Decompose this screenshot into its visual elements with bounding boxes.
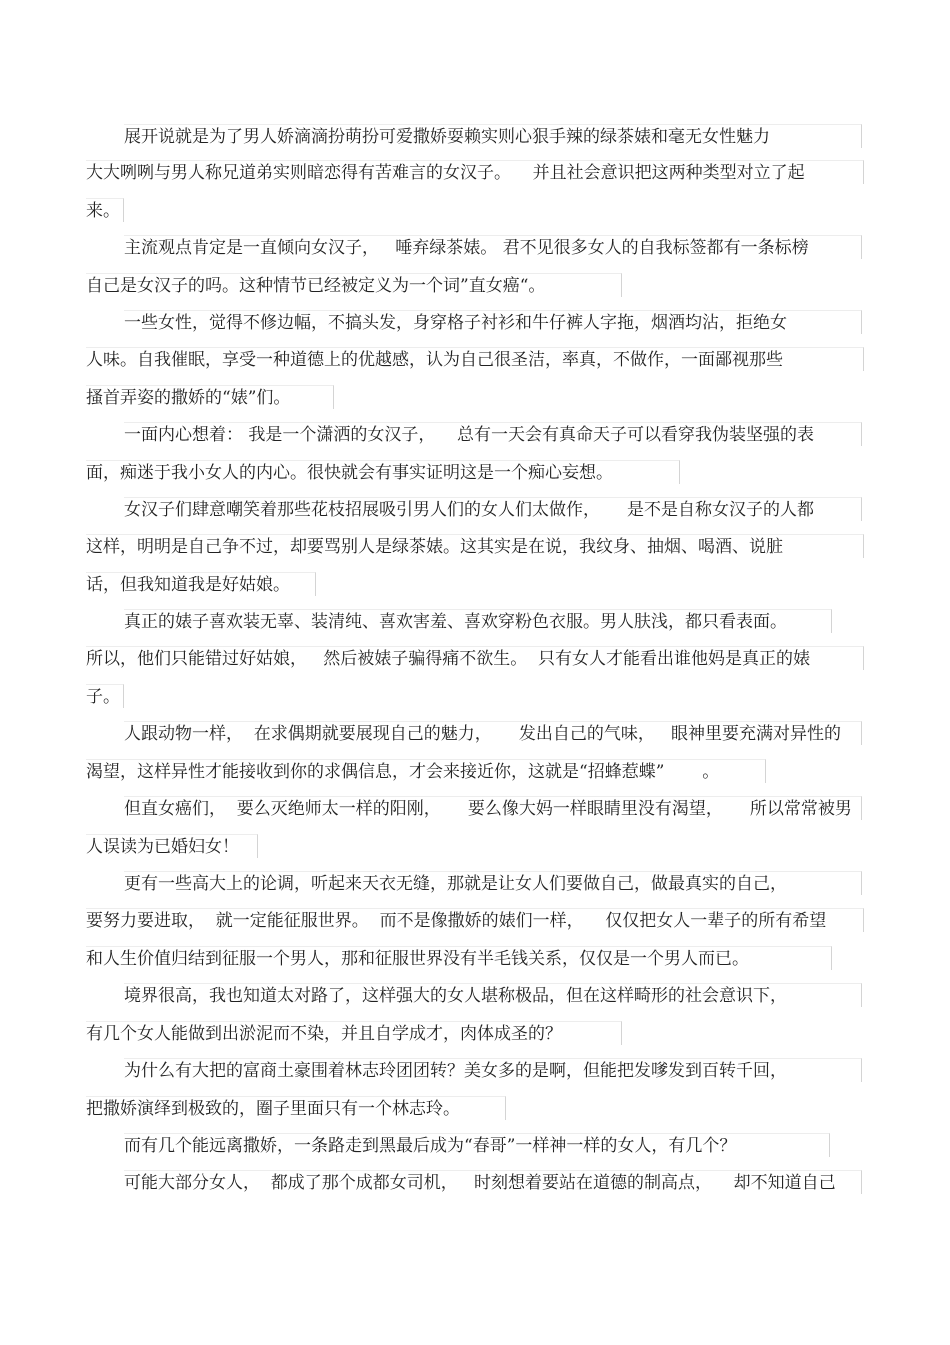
text-line: 一些女性，觉得不修边幅，不搞头发，身穿格子衬衫和牛仔裤人字拖，烟酒均沾，拒绝女 (124, 310, 862, 334)
text-line: 更有一些高大上的论调，听起来天衣无缝，那就是让女人们要做自己，做最真实的自己， (124, 871, 862, 895)
text-line: 可能大部分女人， 都成了那个成都女司机， 时刻想着要站在道德的制高点， 却不知道自己 (124, 1170, 862, 1194)
text-line: 子。 (86, 684, 124, 708)
text-line: 有几个女人能做到出淤泥而不染，并且自学成才，肉体成圣的？ (86, 1021, 622, 1045)
text-line: 这样，明明是自己争不过，却要骂别人是绿茶婊。这其实是在说，我纹身、抽烟、喝酒、说脏 (86, 534, 864, 558)
text-line: 展开说就是为了男人娇滴滴扮萌扮可爱撒娇耍赖实则心狠手辣的绿茶婊和毫无女性魅力 (124, 124, 862, 148)
text-line: 而有几个能远离撒娇，一条路走到黑最后成为“春哥”一样神一样的女人，有几个？ (124, 1133, 830, 1157)
text-line: 一面内心想着： 我是一个潇洒的女汉子， 总有一天会有真命天子可以看穿我伪装坚强的表 (124, 422, 862, 446)
text-line: 人味。自我催眠，享受一种道德上的优越感，认为自己很圣洁，率真，不做作，一面鄙视那些 (86, 347, 864, 371)
text-line: 大大咧咧与男人称兄道弟实则暗恋得有苦难言的女汉子。 并且社会意识把这两种类型对立了起 (86, 160, 864, 184)
text-line: 人跟动物一样， 在求偶期就要展现自己的魅力， 发出自己的气味， 眼神里要充满对异性的 (124, 721, 862, 745)
text-line: 面，痴迷于我小女人的内心。很快就会有事实证明这是一个痴心妄想。 (86, 460, 680, 484)
text-line: 为什么有大把的富商土豪围着林志玲团团转？美女多的是啊，但能把发嗲发到百转千回， (124, 1058, 862, 1082)
text-line: 要努力要进取， 就一定能征服世界。 而不是像撒娇的婊们一样， 仅仅把女人一辈子的所有希望 (86, 908, 864, 932)
text-line: 所以，他们只能错过好姑娘， 然后被婊子骗得痛不欲生。 只有女人才能看出谁他妈是真正的婊 (86, 646, 864, 670)
text-line: 自己是女汉子的吗。这种情节已经被定义为一个词”直女癌“。 (86, 273, 622, 297)
text-line: 人误读为已婚妇女！ (86, 834, 258, 858)
text-line: 真正的婊子喜欢装无辜、装清纯、喜欢害羞、喜欢穿粉色衣服。男人肤浅，都只看表面。 (124, 609, 832, 633)
text-line: 和人生价值归结到征服一个男人，那和征服世界没有半毛钱关系，仅仅是一个男人而已。 (86, 946, 832, 970)
text-line: 境界很高，我也知道太对路了，这样强大的女人堪称极品，但在这样畸形的社会意识下， (124, 983, 862, 1007)
text-line: 但直女癌们， 要么灭绝师太一样的阳刚， 要么像大妈一样眼睛里没有渴望， 所以常常被男 (124, 796, 862, 820)
text-line: 来。 (86, 198, 124, 222)
text-line: 把撒娇演绎到极致的，圈子里面只有一个林志玲。 (86, 1096, 506, 1120)
text-line: 搔首弄姿的撒娇的“婊”们。 (86, 385, 334, 409)
text-line: 女汉子们肆意嘲笑着那些花枝招展吸引男人们的女人们太做作， 是不是自称女汉子的人都 (124, 497, 862, 521)
text-line: 主流观点肯定是一直倾向女汉子， 唾弃绿茶婊。 君不见很多女人的自我标签都有一条标榜 (124, 235, 862, 259)
text-line: 话，但我知道我是好姑娘。 (86, 572, 316, 596)
text-line: 渴望，这样异性才能接收到你的求偶信息，才会来接近你，这就是“招蜂惹蝶” 。 (86, 759, 766, 783)
